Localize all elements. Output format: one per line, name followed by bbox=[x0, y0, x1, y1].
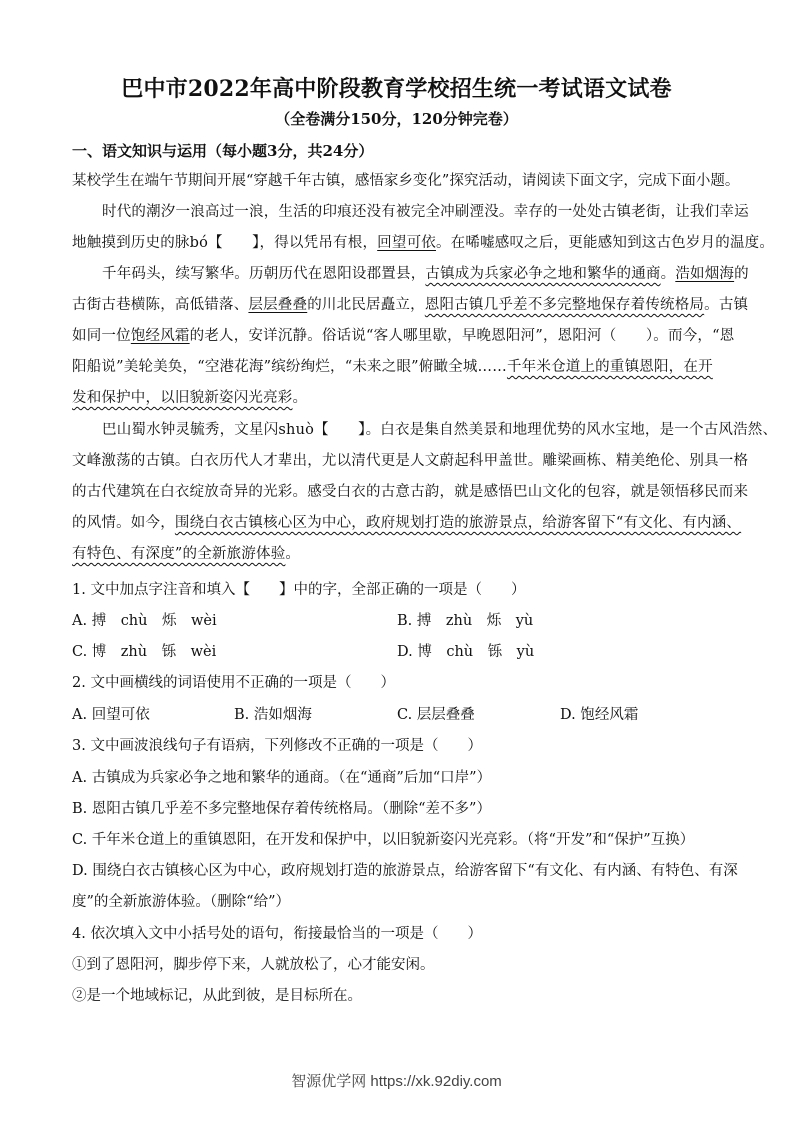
q1-option-c[interactable]: C. 博 zhù 铄 wèi bbox=[72, 644, 217, 660]
para3-text: 。 bbox=[285, 546, 301, 562]
q3-option-d-line1[interactable]: D. 围绕白衣古镇核心区为中心，政府规划打造的旅游景点，给游客留下“有文化、有内涵、有特色、有深 bbox=[72, 863, 738, 879]
para2-line5 bbox=[72, 388, 307, 408]
q2-option-c[interactable]: C. 层层叠叠 bbox=[397, 707, 475, 723]
para2-text: 。 bbox=[660, 266, 676, 282]
underlined-phrase: 浩如烟海 bbox=[675, 266, 735, 282]
para2-text: 的老人，安详沉静。俗话说“客人哪里歇，早晚恩阳河”，恩阳河（ ）。而今，“恩 bbox=[189, 328, 735, 344]
question-2-stem: 2. 文中画横线的词语使用不正确的一项是（ ） bbox=[72, 675, 395, 691]
q4-sentence-2: ②是一个地域标记，从此到彼，是目标所在。 bbox=[72, 988, 362, 1004]
para3-line4 bbox=[72, 513, 741, 533]
para2-text: 。 bbox=[292, 390, 308, 406]
para3-line5 bbox=[72, 544, 300, 564]
q4-sentence-1: ①到了恩阳河，脚步停下来，人就放松了，心才能安闲。 bbox=[72, 957, 435, 973]
intro-text: 某校学生在端午节期间开展“穿越千年古镇，感悟家乡变化”探究活动，请阅读下面文字，完成下面小题。 bbox=[72, 173, 740, 189]
underlined-phrase: 饱经风霜 bbox=[130, 328, 190, 344]
para1-line1: 时代的潮汐一浪高过一浪，生活的印痕还没有被完全冲刷湮没。幸存的一处处古镇老街，让我们幸运 bbox=[102, 204, 749, 220]
footer-watermark: 智源优学网 https://xk.92diy.com bbox=[291, 1073, 502, 1090]
wavy-sentence: 恩阳古镇几乎差不多完整地保存着传统格局 bbox=[424, 297, 705, 313]
para2-text: 的 bbox=[734, 266, 749, 282]
underlined-phrase: 回望可依 bbox=[377, 235, 436, 251]
para3-line1: 巴山蜀水钟灵毓秀，文星闪shuò【 】。白衣是集自然美景和地理优势的风水宝地，是一个古风浩然、 bbox=[102, 422, 778, 438]
q2-option-b[interactable]: B. 浩如烟海 bbox=[234, 707, 312, 723]
underlined-phrase: 层层叠叠 bbox=[248, 297, 308, 313]
q3-option-d-line2[interactable]: 度”的全新旅游体验。（删除“给”） bbox=[72, 894, 290, 910]
para2-text: 如同一位 bbox=[72, 328, 131, 344]
wavy-sentence: 古镇成为兵家必争之地和繁华的通商 bbox=[425, 266, 661, 282]
wavy-sentence: 发和保护中，以旧貌新姿闪光亮彩 bbox=[72, 390, 293, 406]
para1-line2 bbox=[72, 233, 774, 253]
para3-line2: 文峰激荡的古镇。白衣历代人才辈出，尤以清代更是人文蔚起科甲盖世。雕梁画栋、精美绝伦、别具一格 bbox=[72, 453, 749, 469]
para2-text: 阳船说”美轮美奂，“空港花海”缤纷绚烂，“未来之眼”俯瞰全城…… bbox=[72, 359, 507, 375]
section-heading: 一、语文知识与运用（每小题3分，共24分） bbox=[72, 142, 374, 160]
para2-line2 bbox=[72, 295, 748, 315]
para3-text: 的风情。如今， bbox=[72, 515, 175, 531]
wavy-sentence: 千年米仓道上的重镇恩阳，在开 bbox=[506, 359, 713, 375]
wavy-sentence: 有特色、有深度”的全新旅游体验 bbox=[72, 546, 286, 562]
q3-option-b[interactable]: B. 恩阳古镇几乎差不多完整地保存着传统格局。（删除“差不多”） bbox=[72, 801, 491, 817]
wavy-sentence: 围绕白衣古镇核心区为中心，政府规划打造的旅游景点，给游客留下“有文化、有内涵、 bbox=[174, 515, 742, 531]
para1-text: 地触摸到历史的脉bó【 】，得以凭吊有根， bbox=[72, 235, 378, 251]
para2-text: 千年码头，续写繁华。历朝历代在恩阳设郡置县， bbox=[102, 266, 426, 282]
q3-option-c[interactable]: C. 千年米仓道上的重镇恩阳，在开发和保护中，以旧貌新姿闪光亮彩。（将“开发”和“保护”互换） bbox=[72, 832, 695, 848]
q3-option-a[interactable]: A. 古镇成为兵家必争之地和繁华的通商。（在“通商”后加“口岸”） bbox=[72, 770, 492, 786]
para1-text: 。在唏嘘感叹之后，更能感知到这古色岁月的温度。 bbox=[435, 235, 775, 251]
q1-option-a[interactable]: A. 搏 chù 烁 wèi bbox=[72, 613, 217, 629]
para2-text: 。古镇 bbox=[704, 297, 749, 313]
para3-line3: 的古代建筑在白衣绽放奇异的光彩。感受白衣的古意古韵，就是感悟巴山文化的包容，就是领悟移民而来 bbox=[72, 484, 749, 500]
para2-line3 bbox=[72, 326, 734, 346]
para2-line1 bbox=[102, 264, 749, 284]
q2-option-a[interactable]: A. 回望可依 bbox=[72, 707, 150, 723]
question-4-stem: 4. 依次填入文中小括号处的语句，衔接最恰当的一项是（ ） bbox=[72, 926, 482, 942]
para2-text: 的川北民居矗立， bbox=[307, 297, 425, 313]
question-3-stem: 3. 文中画波浪线句子有语病，下列修改不正确的一项是（ ） bbox=[72, 738, 482, 754]
question-1-stem: 1. 文中加点字注音和填入【 】中的字，全部正确的一项是（ ） bbox=[72, 582, 526, 598]
q1-option-b[interactable]: B. 搏 zhù 烁 yù bbox=[397, 613, 534, 629]
para2-line4 bbox=[72, 357, 713, 377]
exam-subtitle: （全卷满分150分，120分钟完卷） bbox=[275, 110, 518, 128]
exam-title: 巴中市2022年高中阶段教育学校招生统一考试语文试卷 bbox=[121, 76, 672, 102]
para2-text: 古街古巷横陈，高低错落、 bbox=[72, 297, 249, 313]
q2-option-d[interactable]: D. 饱经风霜 bbox=[560, 707, 639, 723]
q1-option-d[interactable]: D. 博 chù 铄 yù bbox=[397, 644, 535, 660]
